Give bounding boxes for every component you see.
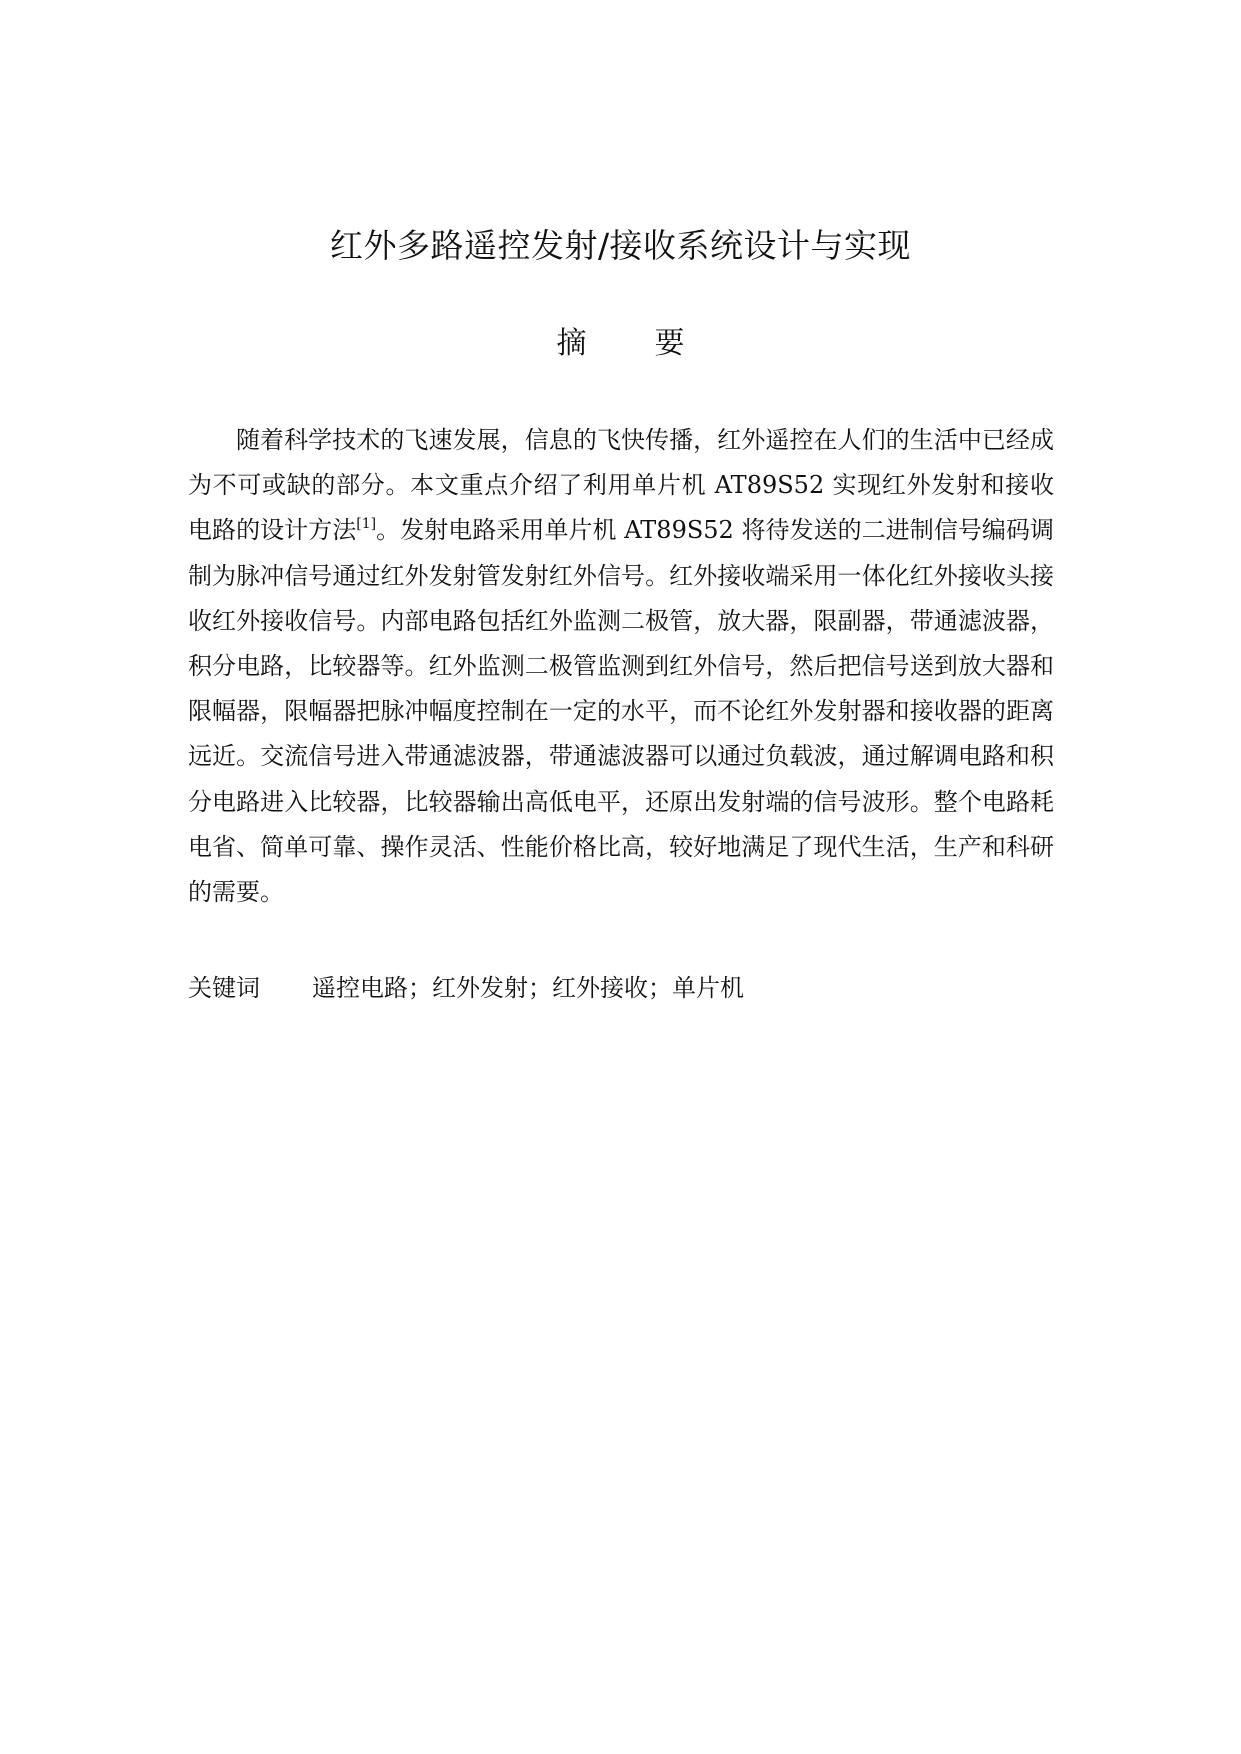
abstract-heading-char: 摘	[556, 326, 587, 361]
document-title: 红外多路遥控发射/接收系统设计与实现	[329, 226, 912, 265]
abstract-text-part: 随着科学技术的飞速发展，信息的飞快传播，红外遥控在人们的生活中已经成为不可或缺的部分。本文重点介绍了利用单片机 AT89S52 实现红外发射和接收电路的设计方法	[188, 426, 1054, 545]
abstract-text-part: 。发射电路采用单片机 AT89S52 将待发送的二进制信号编码调制为脉冲信号通过红外发射管发射红外信号。红外接收端采用一体化红外接收头接收红外接收信号。内部电路包括红外监测二极管，放大器，限副器，带通滤波器，积分电路，比较器等。红外监测二极管监测到红外信号，然后把信号送到放大器和限幅器，限幅器把脉冲幅度控制在一定的水平，而不论红外发射器和接收器的距离远近。交流信号进入带通滤波器，带通滤波器可以通过负载波，通过解调电路和积分电路进入比较器，比较器输出高低电平，还原出发射端的信号波形。整个电路耗电省、简单可靠、操作灵活、性能价格比高，较好地满足了现代生活，生产和科研的需要。	[188, 516, 1054, 907]
abstract-heading	[0, 324, 1241, 364]
citation-marker: [1]	[356, 516, 377, 533]
abstract-heading-char: 要	[654, 326, 685, 361]
abstract-body	[188, 418, 1054, 915]
keywords-value: 遥控电路；红外发射；红外接收；单片机	[312, 974, 744, 1002]
keywords-line	[188, 968, 1054, 1008]
keywords-label: 关键词	[188, 974, 260, 1002]
